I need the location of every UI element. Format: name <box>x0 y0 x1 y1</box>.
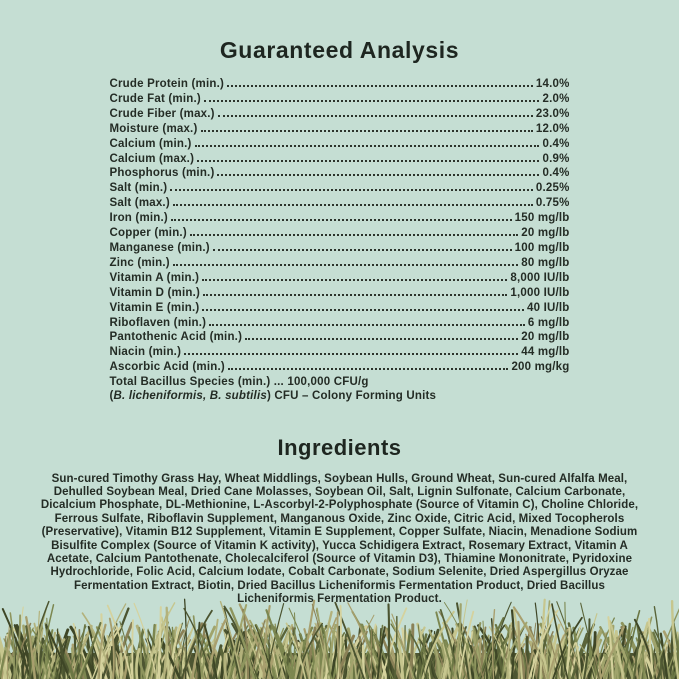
analysis-row-value: 2.0% <box>542 92 570 105</box>
analysis-row <box>110 241 570 256</box>
analysis-row <box>110 360 570 375</box>
analysis-row-label: Manganese (min.) <box>109 241 210 254</box>
analysis-row <box>110 226 570 241</box>
analysis-row-value: 0.25% <box>535 182 570 195</box>
analysis-row <box>110 152 570 167</box>
analysis-row-label: Iron (min.) <box>109 212 168 225</box>
analysis-row <box>110 271 570 286</box>
dot-leader <box>190 234 518 236</box>
analysis-row-label: Pantothenic Acid (min.) <box>109 331 243 344</box>
analysis-row <box>110 286 570 301</box>
analysis-row-value: 12.0% <box>535 122 570 135</box>
dot-leader <box>195 145 540 147</box>
analysis-row-label: Vitamin D (min.) <box>109 286 201 299</box>
dot-leader <box>170 189 533 191</box>
dot-leader <box>173 264 518 266</box>
analysis-row <box>110 137 570 152</box>
analysis-row <box>110 77 570 92</box>
analysis-row-value: 0.9% <box>542 152 570 165</box>
analysis-row <box>110 196 570 211</box>
analysis-row-label: Copper (min.) <box>109 227 187 240</box>
analysis-row-value: 14.0% <box>535 78 570 90</box>
analysis-row-value: 80 mg/lb <box>521 256 570 269</box>
analysis-row-label: Phosphorus (min.) <box>109 167 215 180</box>
analysis-row-label: Calcium (min.) <box>109 137 192 150</box>
dot-leader <box>173 204 533 206</box>
analysis-row-value: 0.4% <box>542 137 570 150</box>
cfu-note <box>110 390 570 403</box>
dot-leader <box>201 130 533 132</box>
analysis-row-value: 150 mg/lb <box>514 212 570 225</box>
analysis-row-label: Vitamin E (min.) <box>109 301 200 314</box>
ingredients-text: Sun-cured Timothy Grass Hay, Wheat Middlings, Soybean Hulls, Ground Wheat, Sun-cured Alfalfa Meal, Dehulled Soybean Meal, Dried Cane Molasses, Soybean Oil, Salt, Lignin Sulfonate, Calcium Carbonate, Dicalcium Phosphate, DL-Methionine, L-Ascorbyl-2-Polyphosphate (Source of Vitamin C), Choline Chloride, Ferrous Sulfate, Riboflavin Supplement, Manganous Oxide, Zinc Oxide, Citric Acid, Mixed Tocopherols (Preservative), Vitamin B12 Supplement, Vitamin E Supplement, Copper Sulfate, Niacin, Menadione Sodium Bisulfite Complex (Source of Vitamin K activity), Yucca Schidigera Extract, Rosemary Extract, Vitamin A Acetate, Calcium Pantothenate, Cholecalciferol (Source of Vitamin D3), Thiamine Mononitrate, Pyridoxine Hydrochloride, Folic Acid, Calcium Iodate, Cobalt Carbonate, Sodium Selenite, Dried Aspergillus Oryzae Fermentation Extract, Biotin, Dried Bacillus Licheniformis Fermentation Product, Dried Bacillus Licheniformis Fermentation Product. <box>40 472 639 606</box>
dot-leader <box>209 324 525 326</box>
analysis-row-value: 44 mg/lb <box>521 346 570 359</box>
dot-leader <box>171 219 512 221</box>
dot-leader <box>228 368 509 370</box>
grass-texture <box>0 595 679 679</box>
analysis-row-value: 0.4% <box>542 167 570 180</box>
cfu-note-species: B. licheniformis, B. subtilis <box>113 390 267 403</box>
analysis-row-label: Moisture (max.) <box>109 122 198 135</box>
dot-leader <box>213 249 512 251</box>
cfu-note-suffix: ) CFU – Colony Forming Units <box>266 390 437 403</box>
cfu-note-prefix: ( <box>109 390 114 403</box>
total-bacillus-line: Total Bacillus Species (min.) ... 100,000 CFU/g <box>109 376 369 389</box>
analysis-row <box>110 166 570 181</box>
dot-leader <box>202 309 524 311</box>
analysis-row-label: Ascorbic Acid (min.) <box>109 361 225 374</box>
grass-illustration <box>0 595 679 679</box>
dot-leader <box>204 100 540 102</box>
analysis-row-label: Crude Protein (min.) <box>109 78 225 90</box>
analysis-row <box>110 330 570 345</box>
analysis-row <box>110 256 570 271</box>
ingredients-title: Ingredients <box>277 434 402 460</box>
analysis-row-label: Calcium (max.) <box>109 152 195 165</box>
dot-leader <box>203 294 507 296</box>
dot-leader <box>245 338 518 340</box>
dot-leader <box>227 85 533 87</box>
analysis-row-label: Vitamin A (min.) <box>109 271 200 284</box>
dot-leader <box>217 174 539 176</box>
analysis-row-value: 40 IU/lb <box>526 301 570 314</box>
analysis-rows <box>110 77 570 375</box>
analysis-row <box>110 345 570 360</box>
analysis-row <box>110 181 570 196</box>
analysis-row-value: 1,000 IU/lb <box>510 286 570 299</box>
analysis-row-label: Zinc (min.) <box>109 256 170 269</box>
guaranteed-analysis-title: Guaranteed Analysis <box>219 37 460 63</box>
dot-leader <box>184 353 518 355</box>
analysis-row-label: Niacin (min.) <box>109 346 182 359</box>
analysis-row <box>110 122 570 137</box>
analysis-row-label: Crude Fiber (max.) <box>109 107 215 120</box>
analysis-row-label: Salt (max.) <box>109 197 170 210</box>
analysis-row-value: 0.75% <box>535 197 570 210</box>
analysis-row <box>110 92 570 107</box>
analysis-row-value: 20 mg/lb <box>521 331 570 344</box>
dot-leader <box>218 115 533 117</box>
analysis-row <box>110 301 570 316</box>
analysis-row-label: Salt (min.) <box>109 182 168 195</box>
dot-leader <box>202 279 507 281</box>
analysis-row-value: 200 mg/kg <box>511 361 570 374</box>
analysis-row-value: 6 mg/lb <box>527 316 570 329</box>
dot-leader <box>197 160 539 162</box>
analysis-row <box>110 211 570 226</box>
analysis-row-value: 100 mg/lb <box>514 241 570 254</box>
analysis-row <box>110 316 570 331</box>
analysis-row-value: 8,000 IU/lb <box>510 271 570 284</box>
analysis-row-value: 23.0% <box>535 107 570 120</box>
analysis-row <box>110 107 570 122</box>
analysis-row-label: Riboflaven (min.) <box>109 316 207 329</box>
analysis-row-value: 20 mg/lb <box>521 227 570 240</box>
analysis-row-label: Crude Fat (min.) <box>109 92 201 105</box>
